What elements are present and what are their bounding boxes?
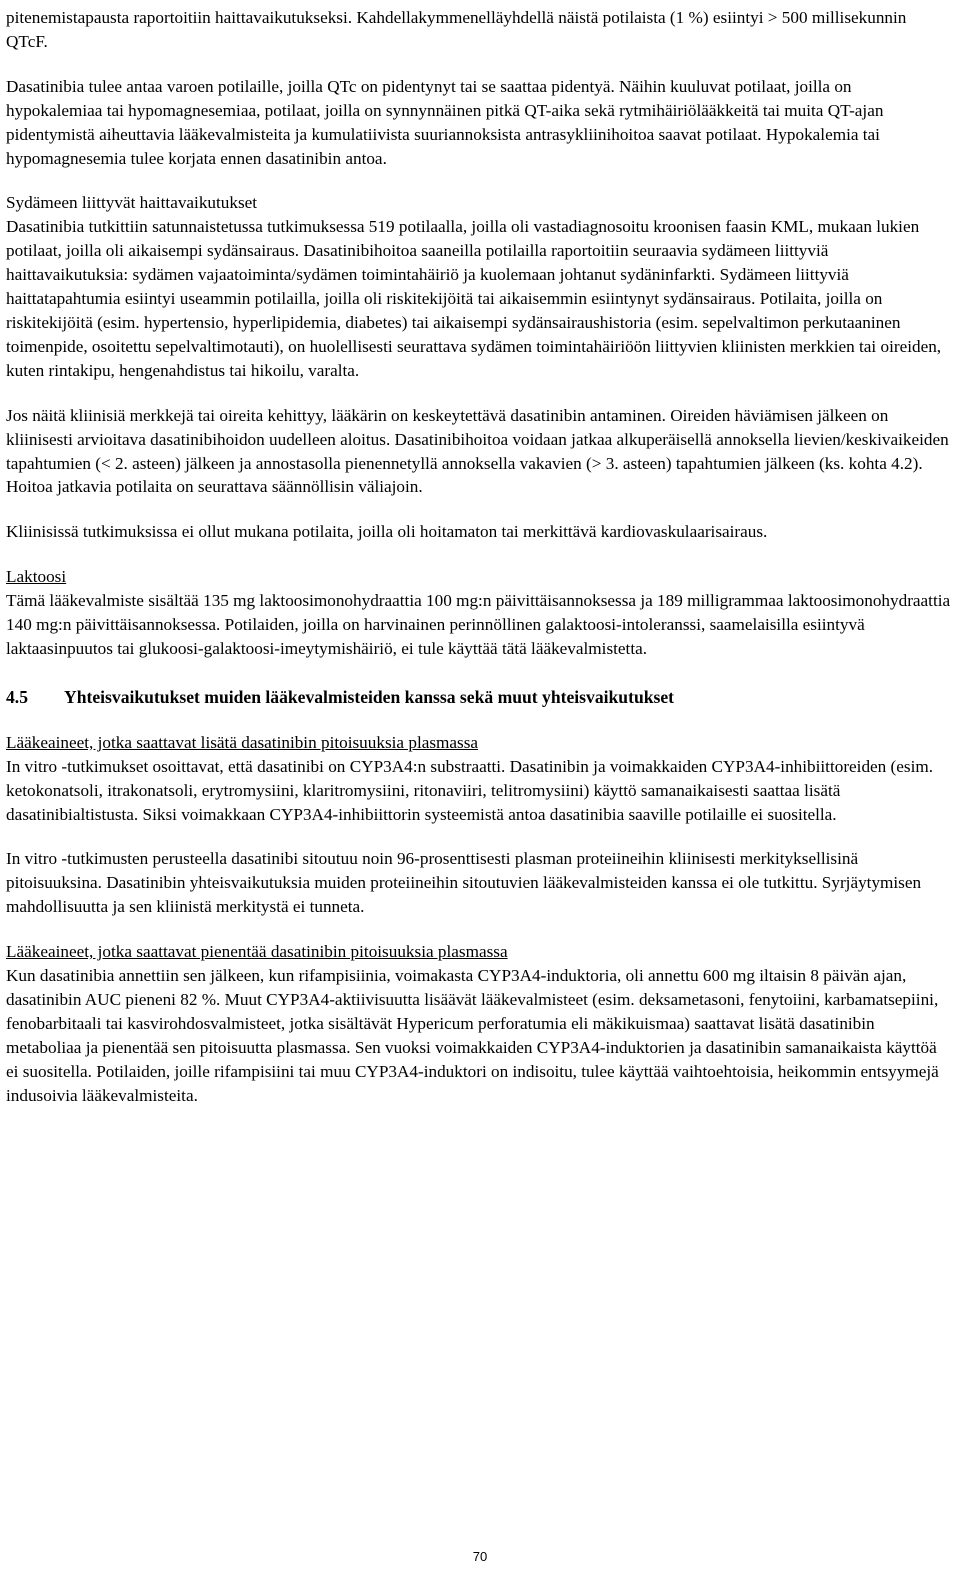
page-number: 70 [472, 1549, 488, 1564]
paragraph-lactose: Tämä lääkevalmiste sisältää 135 mg laktoosimonohydraattia 100 mg:n päivittäisannoksessa ja 189 milligrammaa laktoosimonohydraattia 140 mg:n päivittäisannoksessa. Potilaiden, joilla on harvinainen perinnöllinen galaktoosi-intoleranssi, saamelaisilla esiintyvä laktaasinpuutos tai glukoosi-galaktoosi-imeytymishäiriö, ei tule käyttää tätä lääkevalmistetta. [6, 591, 951, 658]
section-heading-4-5 [6, 685, 952, 709]
paragraph-qtc-caution: Dasatinibia tulee antaa varoen potilaille, joilla QTc on pidentynyt tai se saattaa pidentyä. Näihin kuuluvat potilaat, joilla on hypokalemiaa tai hypomagnesemiaa, potilaat, joilla on synnynnäinen pitkä QT-aika sekä rytmihäiriölääkkeitä tai muita QT-ajan pidentymistä aiheuttavia lääkevalmisteita ja kumulatiivista suuriannoksista antrasykliinihoitoa saavat potilaat. Hypokalemia tai hypomagnesemia tulee korjata ennen dasatinibin antoa. [6, 76, 884, 168]
paragraph-clinical-signs: Jos näitä kliinisiä merkkejä tai oireita kehittyy, lääkärin on keskeytettävä dasatinibin antaminen. Oireiden häviämisen jälkeen on kliinisesti arvioitava dasatinibihoidon uudelleen aloitus. Dasatinibihoitoa voidaan jatkaa alkuperäisellä annoksella lievien/keskivaikeiden tapahtumien (< 2. asteen) jälkeen ja annostasolla pienennetyllä annoksella vakavien (> 3. asteen) tapahtumien jälkeen (ks. kohta 4.2). Hoitoa jatkavia potilaita on seurattava säännöllisin väliajoin. [6, 405, 949, 497]
subheading-decrease-concentrations: Lääkeaineet, jotka saattavat pienentää dasatinibin pitoisuuksia plasmassa [6, 942, 508, 962]
section-number: 4.5 [6, 686, 28, 707]
paragraph-qtcf-continuation: pitenemistapausta raportoitiin haittavaikutukseksi. Kahdellakymmenelläyhdellä näistä potilaista (1 %) esiintyi > 500 millisekunnin QTcF. [6, 8, 907, 51]
subheading-lactose: Laktoosi [6, 567, 67, 587]
paragraph-cyp3a4-inducers: Kun dasatinibia annettiin sen jälkeen, kun rifampisiinia, voimakasta CYP3A4-induktoria, oli annettu 600 mg iltaisin 8 päivän ajan, dasatinibin AUC pieneni 82 %. Muut CYP3A4-aktiivisuutta lisäävät lääkevalmisteet (esim. deksametasoni, fenytoiini, karbamatsepiini, fenobarbitaali tai kasvirohdosvalmisteet, jotka sisältävät Hypericum perforatumia eli mäkikuismaa) saattavat lisätä dasatinibin metaboliaa ja pienentää sen pitoisuutta plasmassa. Sen vuoksi voimakkaiden CYP3A4-induktorien ja dasatinibin samanaikaista käyttöä ei suositella. Potilaiden, joille rifampisiini tai muu CYP3A4-induktori on indisoitu, tulee käyttää vaihtoehtoisia, heikommin entsyymejä indusoivia lääkevalmisteita. [6, 966, 939, 1105]
subheading-increase-concentrations: Lääkeaineet, jotka saattavat lisätä dasatinibin pitoisuuksia plasmassa [6, 732, 479, 752]
paragraph-protein-binding: In vitro -tutkimusten perusteella dasatinibi sitoutuu noin 96-prosenttisesti plasman proteiineihin kliinisesti merkityksellisinä pitoisuuksina. Dasatinibin yhteisvaikutuksia muiden proteiineihin sitoutuvien lääkevalmisteiden kanssa ei ole tutkittu. Syrjäytymisen mahdollisuutta ja sen kliinistä merkitystä ei tunneta. [6, 849, 922, 917]
paragraph-cyp3a4-inhibitors: In vitro -tutkimukset osoittavat, että dasatinibi on CYP3A4:n substraatti. Dasatinibin ja voimakkaiden CYP3A4-inhibiittoreiden (esim. ketokonatsoli, itrakonatsoli, erytromysiini, klaritromysiini, ritonaviiri, telitromysiini) käyttö samanaikaisesti saattaa lisätä dasatinibialtistusta. Siksi voimakkaan CYP3A4-inhibiittorin systeemistä antoa dasatinibia saaville potilaille ei suositella. [6, 756, 934, 824]
section-title: Yhteisvaikutukset muiden lääkevalmisteiden kanssa sekä muut yhteisvaikutukset [64, 686, 675, 707]
paragraph-clinical-trials-exclusion: Kliinisissä tutkimuksissa ei ollut mukana potilaita, joilla oli hoitamaton tai merkittävä kardiovaskulaarisairaus. [6, 522, 768, 542]
subheading-cardiac-adverse-reactions: Sydämeen liittyvät haittavaikutukset [6, 193, 258, 213]
page-content [6, 6, 952, 1108]
paragraph-cardiac-adverse-reactions: Dasatinibia tutkittiin satunnaistetussa tutkimuksessa 519 potilaalla, joilla oli vastadiagnosoitu kroonisen faasin KML, mukaan lukien potilaat, joilla oli aikaisempi sydänsairaus. Dasatinibihoitoa saaneilla potilailla raportoitiin seuraavia sydämeen liittyviä haittavaikutuksia: sydämen vajaatoiminta/sydämen toimintahäiriö ja kuolemaan johtanut sydäninfarkti. Sydämeen liittyviä haittatapahtumia esiintyi useammin potilailla, joilla oli riskitekijöitä tai aikaisemmin esiintynyt sydänsairaus. Potilaita, joilla on riskitekijöitä (esim. hypertensio, hyperlipidemia, diabetes) tai aikaisempi sydänsairaushistoria (esim. sepelvaltimon perkutaaninen toimenpide, osoitettu sepelvaltimotauti), on huolellisesti seurattava sydämen toimintahäiriöön liittyvien kliinisten merkkien tai oireiden, kuten rintakipu, hengenahdistus tai hikoilu, varalta. [6, 217, 942, 380]
